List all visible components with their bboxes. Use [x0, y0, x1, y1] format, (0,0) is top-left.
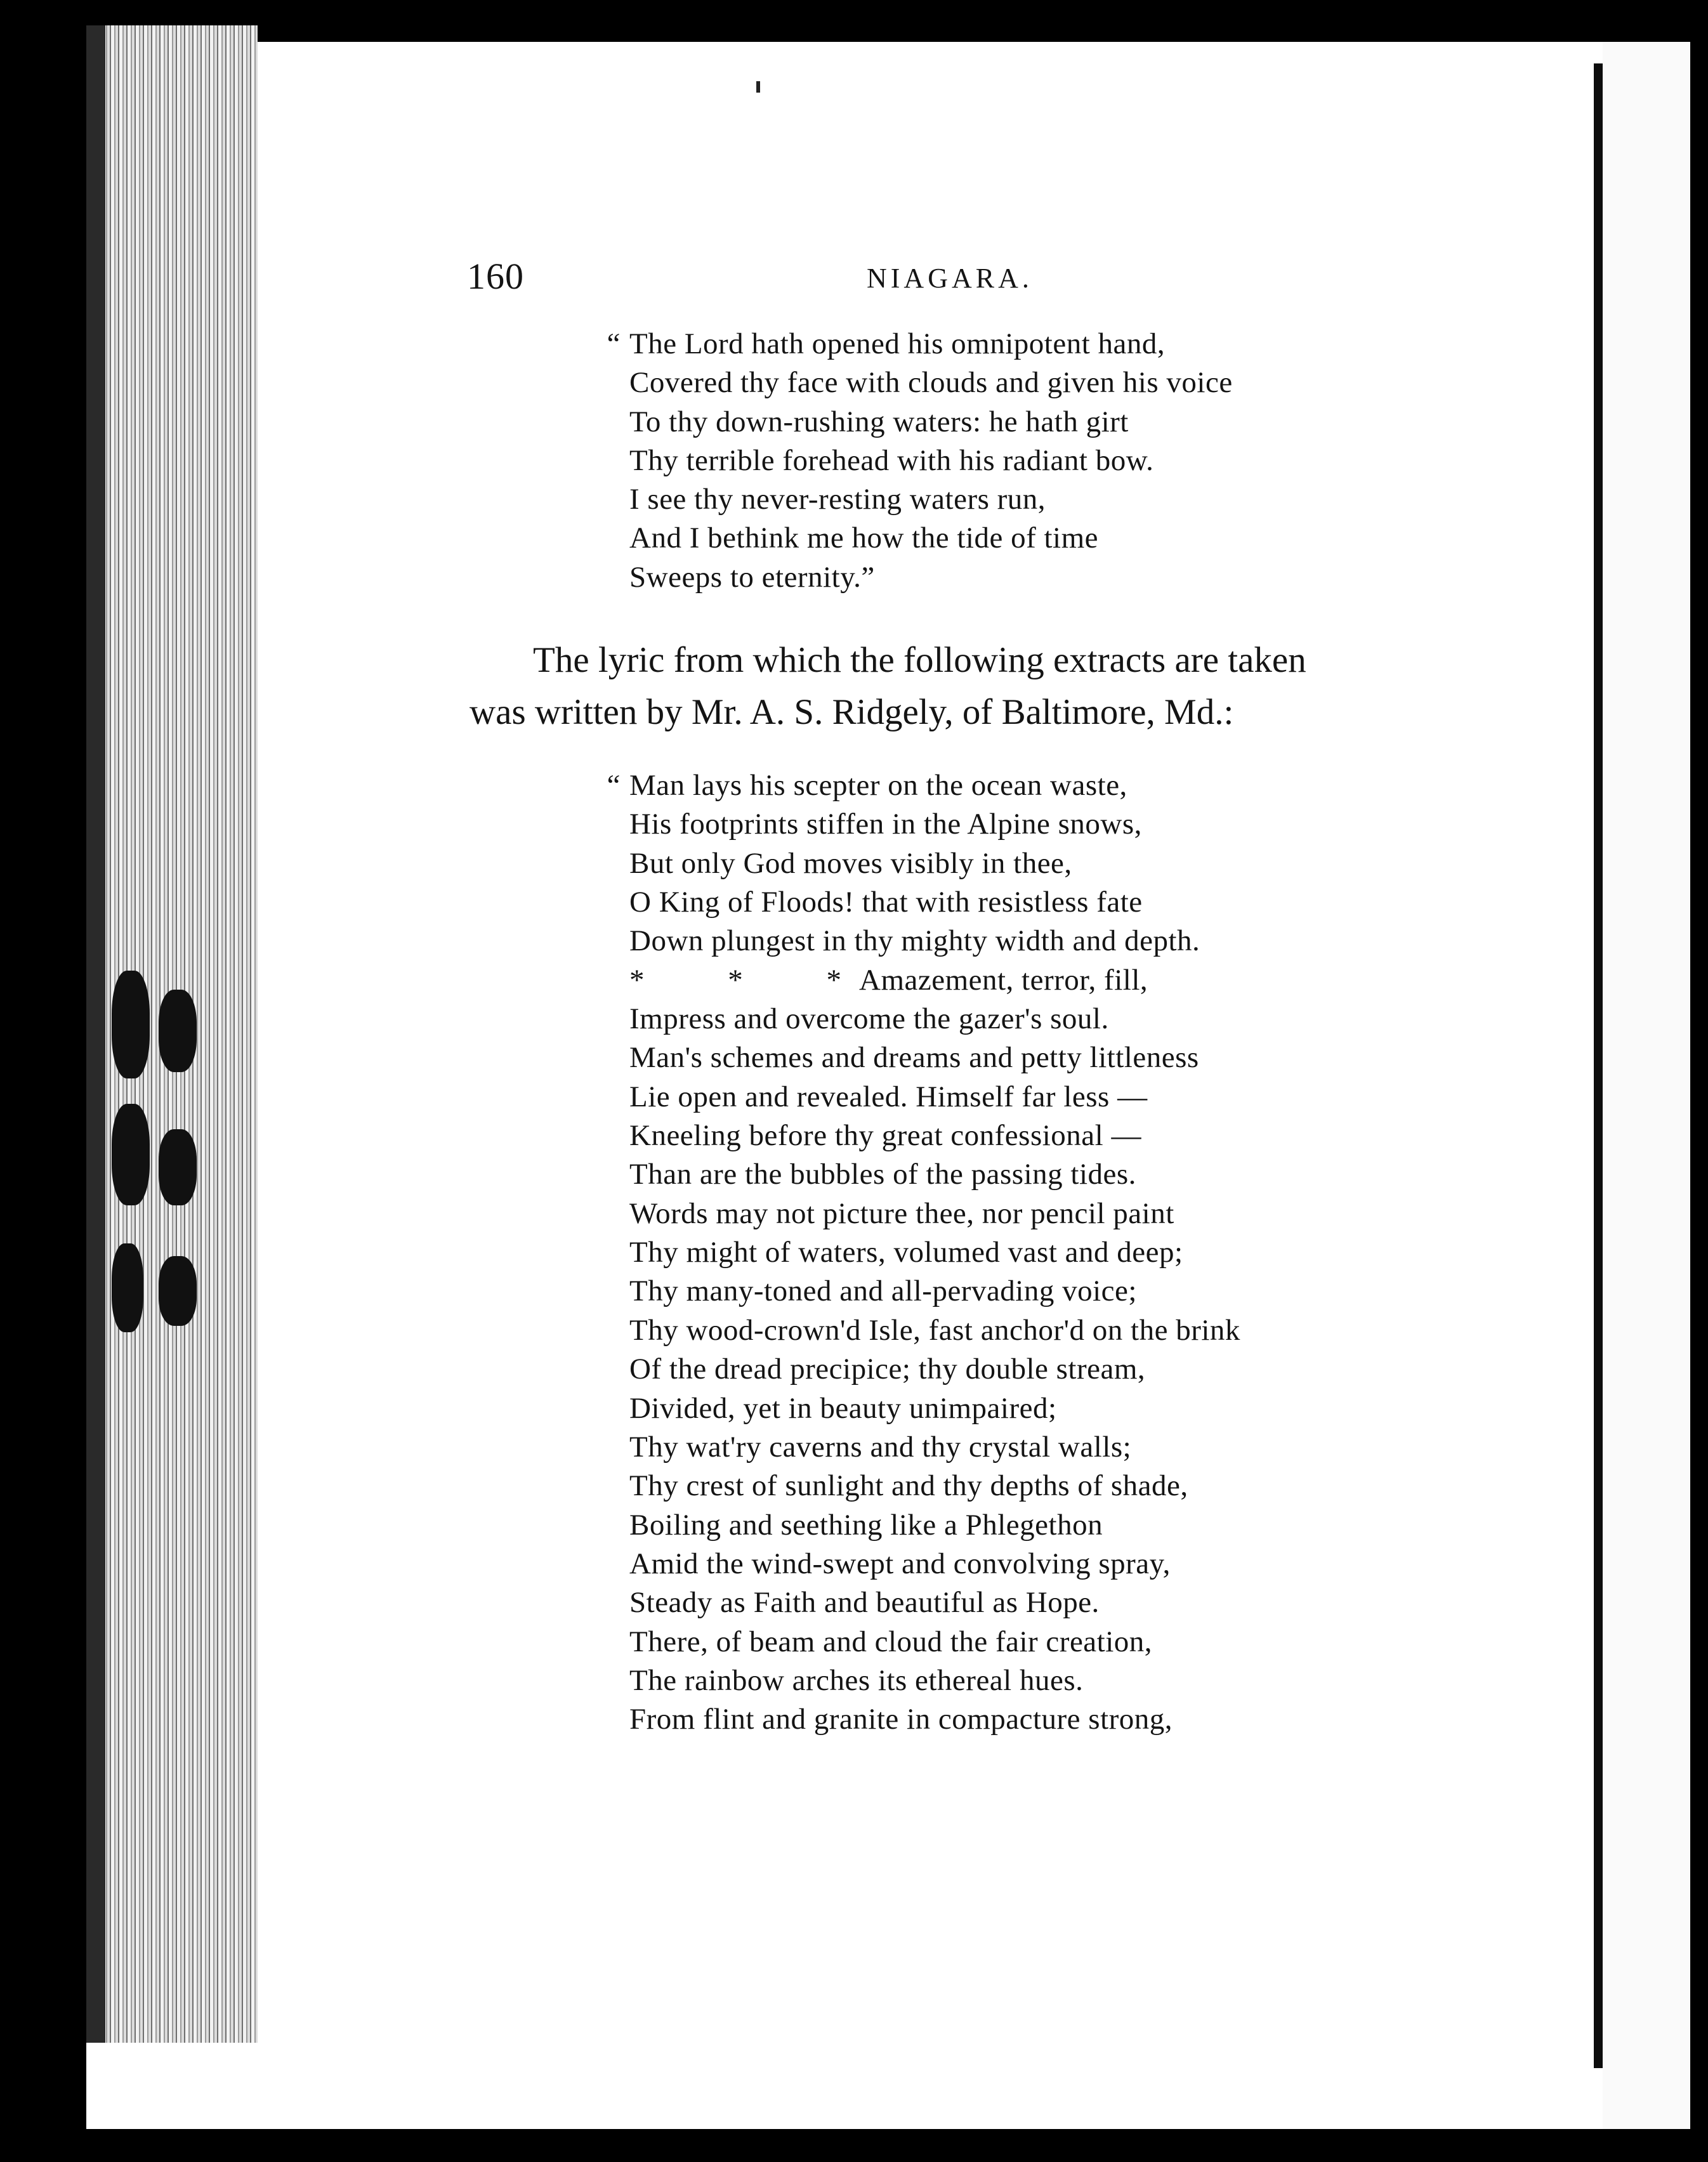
verse-line: The rainbow arches its ethereal hues.: [629, 1663, 1084, 1697]
verse-line: Down plungest in thy mighty width and depth.: [629, 924, 1200, 958]
page-edge-smudge: [159, 990, 197, 1072]
opening-quote-mark: “: [607, 327, 621, 360]
verse-line: Steady as Faith and beautiful as Hope.: [629, 1586, 1100, 1620]
paragraph-line: The lyric from which the following extracts are taken: [533, 640, 1306, 680]
verse-line: His footprints stiffen in the Alpine snows,: [629, 808, 1142, 841]
verse-line: Boiling and seething like a Phlegethon: [629, 1508, 1103, 1542]
scan-border-left: [0, 0, 86, 2162]
facing-page-edge: [1603, 42, 1690, 2129]
verse-line: Man's schemes and dreams and petty littleness: [629, 1041, 1199, 1075]
book-spine-shadow: [86, 25, 105, 2043]
ellipsis-stars: * * *: [629, 963, 879, 997]
verse-line: Covered thy face with clouds and given his voice: [629, 366, 1233, 400]
verse-line: From flint and granite in compacture strong,: [629, 1703, 1173, 1736]
verse-line: [607, 325, 1233, 364]
verse-line: O King of Floods! that with resistless fate: [629, 886, 1143, 919]
introduction-paragraph: [470, 634, 1434, 738]
verse-line: Kneeling before thy great confessional —: [629, 1119, 1141, 1153]
running-head: NIAGARA.: [867, 263, 1033, 294]
second-quotation: [607, 766, 1240, 1739]
verse-line-text: Man lays his scepter on the ocean waste,: [629, 769, 1127, 802]
first-quotation: [607, 325, 1233, 597]
verse-line: Impress and overcome the gazer's soul.: [629, 1002, 1109, 1036]
verse-line: But only God moves visibly in thee,: [629, 846, 1072, 880]
verse-line: Divided, yet in beauty unimpaired;: [629, 1391, 1057, 1425]
scan-border-bottom: [0, 2129, 1708, 2162]
page-edge-smudge: [112, 1104, 150, 1205]
verse-line-text: Amazement, terror, fill,: [859, 963, 1148, 997]
gutter-shadow: [1594, 63, 1603, 2068]
scan-border-right: [1690, 0, 1708, 2162]
verse-line: There, of beam and cloud the fair creation,: [629, 1625, 1153, 1658]
print-speck: [756, 81, 760, 93]
verse-line: I see thy never-resting waters run,: [629, 483, 1046, 516]
verse-line: Thy crest of sunlight and thy depths of shade,: [629, 1469, 1188, 1503]
page-edge-smudge: [112, 1243, 143, 1332]
paragraph-line: was written by Mr. A. S. Ridgely, of Baltimore, Md.:: [470, 692, 1234, 732]
verse-line: [607, 766, 1240, 805]
verse-line: And I bethink me how the tide of time: [629, 521, 1099, 555]
verse-line: Thy many-toned and all-pervading voice;: [629, 1274, 1137, 1308]
verse-line: Sweeps to eternity.”: [629, 560, 875, 594]
verse-line: Thy wat'ry caverns and thy crystal walls;: [629, 1430, 1132, 1464]
page-edge-smudge: [159, 1129, 197, 1205]
verse-line: To thy down-rushing waters: he hath girt: [629, 405, 1129, 438]
page-edge-smudge: [112, 971, 150, 1078]
verse-line: Than are the bubbles of the passing tides.: [629, 1158, 1136, 1191]
verse-line: Words may not picture thee, nor pencil paint: [629, 1196, 1174, 1230]
verse-line: Of the dread precipice; thy double stream,: [629, 1353, 1146, 1386]
page-edge-smudge: [159, 1256, 197, 1326]
verse-line: Thy wood-crown'd Isle, fast anchor'd on the brink: [629, 1313, 1240, 1347]
verse-line: Thy terrible forehead with his radiant bow.: [629, 443, 1154, 477]
verse-line: Lie open and revealed. Himself far less —: [629, 1080, 1148, 1113]
page-number: 160: [467, 256, 524, 297]
verse-line: Amid the wind-swept and convolving spray,: [629, 1547, 1171, 1580]
verse-line-text: The Lord hath opened his omnipotent hand,: [629, 327, 1166, 360]
verse-line: [629, 961, 1240, 1000]
opening-quote-mark: “: [607, 769, 621, 802]
verse-line: Thy might of waters, volumed vast and deep;: [629, 1236, 1183, 1269]
